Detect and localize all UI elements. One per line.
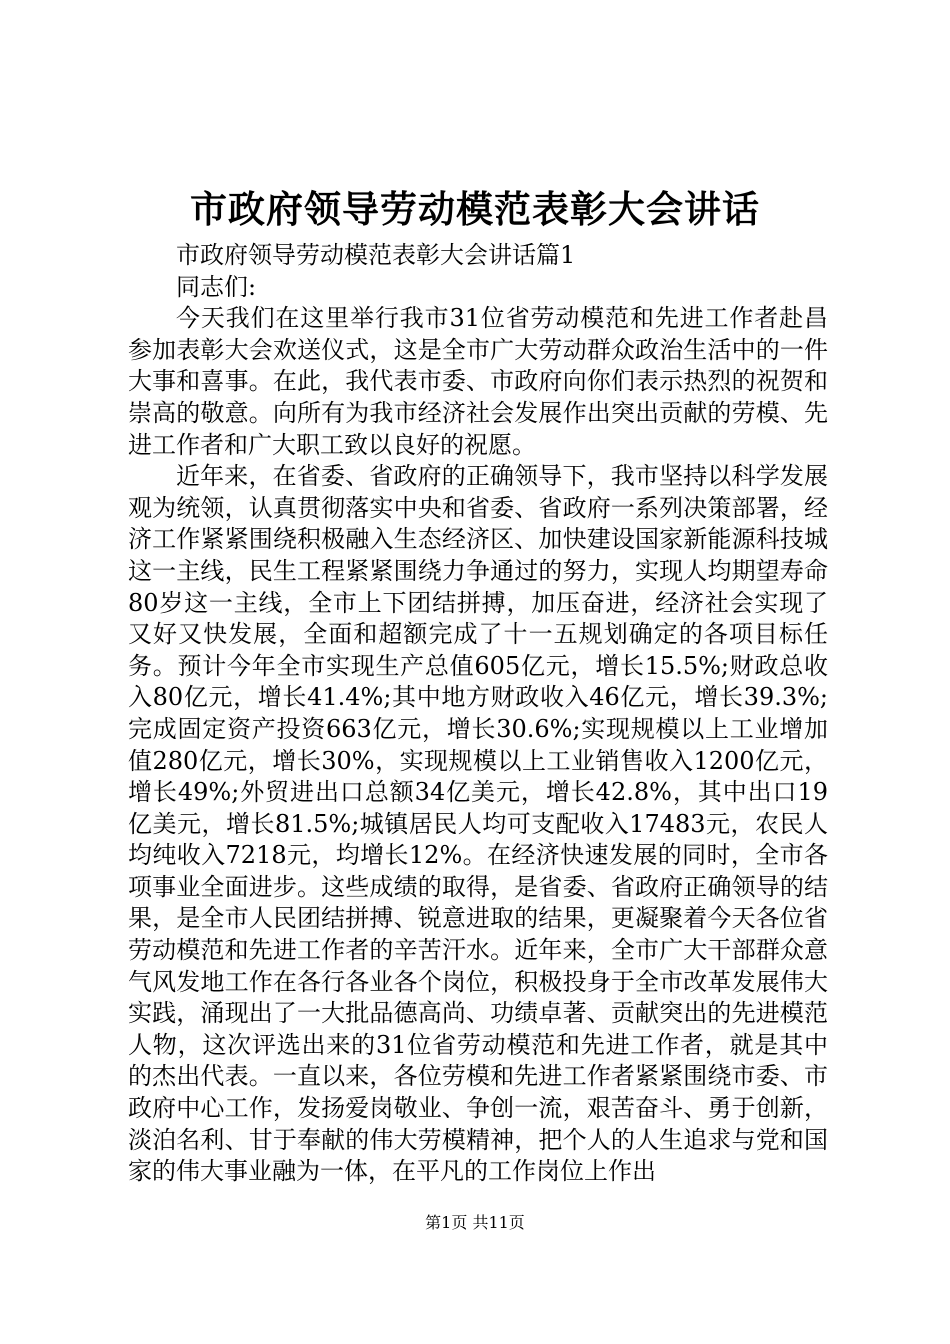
document-body <box>128 240 828 1188</box>
section-heading: 市政府领导劳动模范表彰大会讲话篇1 <box>176 241 576 269</box>
document-title: 市政府领导劳动模范表彰大会讲话 <box>190 187 760 231</box>
salutation: 同志们: <box>176 272 257 301</box>
paragraph: 近年来，在省委、省政府的正确领导下，我市坚持以科学发展观为统领，认真贯彻落实中央和省委、省政府一系列决策部署，经济工作紧紧围绕积极融入生态经济区、加快建设国家新能源科技城这一主线，民生工程紧紧围绕力争通过的努力，实现人均期望寿命80岁这一主线，全市上下团结拼搏，加压奋进，经济社会实现了又好又快发展，全面和超额完成了十一五规划确定的各项目标任务。预计今年全市实现生产总值605亿元，增长15.5%;财政总收入80亿元，增长41.4%;其中地方财政收入46亿元，增长39.3%;完成固定资产投资663亿元，增长30.6%;实现规模以上工业增加值280亿元，增长30%，实现规模以上工业销售收入1200亿元，增长49%;外贸进出口总额34亿美元，增长42.8%，其中出口19亿美元，增长81.5%;城镇居民人均可支配收入17483元，农民人均纯收入7218元，均增长12%。在经济快速发展的同时，全市各项事业全面进步。这些成绩的取得，是省委、省政府正确领导的结果，是全市人民团结拼搏、锐意进取的结果，更凝聚着今天各位省劳动模范和先进工作者的辛苦汗水。近年来，全市广大干部群众意气风发地工作在各行各业各个岗位，积极投身于全市改革发展伟大实践，涌现出了一大批品德高尚、功绩卓著、贡献突出的先进模范人物，这次评选出来的31位省劳动模范和先进工作者，就是其中的杰出代表。一直以来，各位劳模和先进工作者紧紧围绕市委、市政府中心工作，发扬爱岗敬业、争创一流，艰苦奋斗、勇于创新，淡泊名利、甘于奉献的伟大劳模精神，把个人的人生追求与党和国家的伟大事业融为一体，在平凡的工作岗位上作出 <box>128 462 828 1186</box>
paragraph: 今天我们在这里举行我市31位省劳动模范和先进工作者赴昌参加表彰大会欢送仪式，这是全市广大劳动群众政治生活中的一件大事和喜事。在此，我代表市委、市政府向你们表示热烈的祝贺和崇高的敬意。向所有为我市经济社会发展作出突出贡献的劳模、先进工作者和广大职工致以良好的祝愿。 <box>128 304 828 459</box>
page-footer: 第1页 共11页 <box>425 1213 525 1232</box>
